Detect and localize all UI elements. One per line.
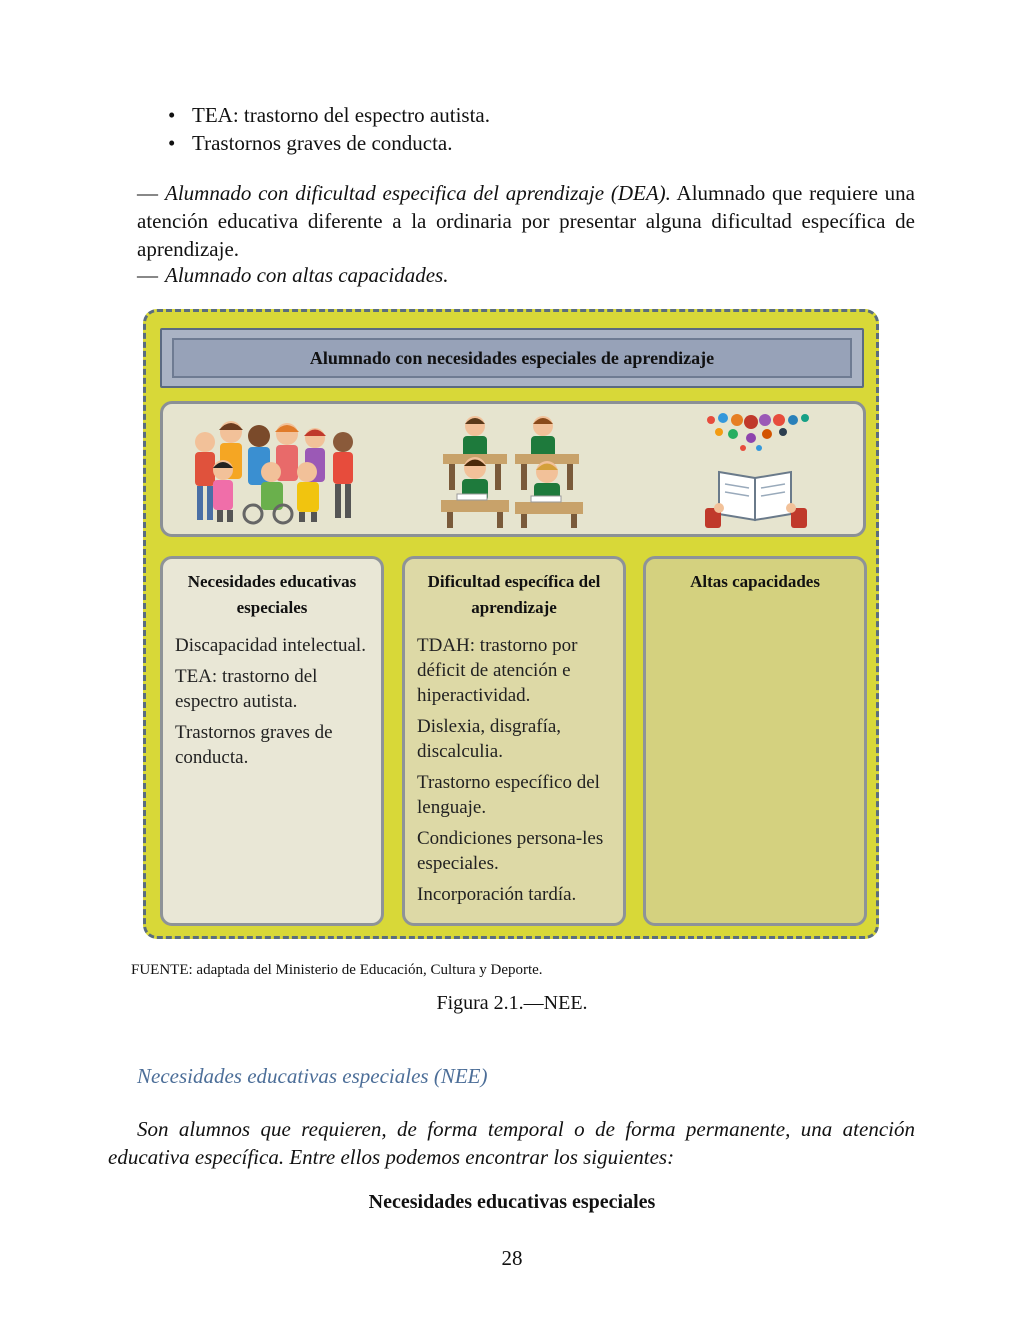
dea-text: Alumnado que requiere una atención educativa diferente a la ordinaria por presentar alguna dificultad específica de aprendizaje. (137, 181, 915, 261)
figure-source: FUENTE: adaptada del Ministerio de Educación, Cultura y Deporte. (131, 962, 543, 978)
column-item: TEA: trastorno del espectro autista. (175, 666, 318, 712)
column-item: Incorporación tardía. (417, 884, 577, 905)
column-items (175, 633, 375, 776)
column-item: Dislexia, disgrafía, discalculia. (417, 716, 562, 762)
bullet-dot: • (168, 103, 176, 127)
book-ideas-illustration (699, 412, 815, 530)
bullet-item (168, 129, 453, 157)
classroom-illustration (435, 412, 595, 530)
bullet-dot: • (168, 131, 176, 155)
altas-item (137, 261, 915, 289)
body-paragraph: Son alumnos que requieren, de forma temporal o de forma permanente, una atención educativa específica. Entre ellos podemos encontrar los siguientes: (108, 1117, 915, 1169)
column-items (417, 633, 617, 913)
figure-caption: Figura 2.1.—NEE. (436, 992, 588, 1014)
bullet-text: Trastornos graves de conducta. (192, 131, 453, 155)
dash-glyph: — (137, 263, 158, 287)
column-item: Condiciones persona-les especiales. (417, 828, 604, 874)
column-item: Trastorno específico del lenguaje. (417, 772, 600, 818)
subheading: Necesidades educativas especiales (368, 1191, 656, 1213)
nee-figure (143, 309, 879, 939)
dea-title: Alumnado con dificultad especifica del aprendizaje (DEA). (165, 181, 671, 205)
column-dea (402, 556, 626, 926)
bullet-text: TEA: trastorno del espectro autista. (192, 103, 490, 127)
dea-item (137, 179, 915, 263)
column-altas (643, 556, 867, 926)
section-heading: Necesidades educativas especiales (NEE) (137, 1064, 488, 1088)
column-heading: Dificultad específica del aprendizaje (427, 572, 601, 617)
figure-illustrations (160, 401, 866, 537)
column-item: TDAH: trastorno por déficit de atención e hiperactividad. (417, 635, 578, 706)
column-nee (160, 556, 384, 926)
column-heading: Necesidades educativas especiales (187, 572, 357, 617)
dash-glyph: — (137, 181, 158, 205)
students-group-illustration (183, 414, 363, 526)
figure-title: Alumnado con necesidades especiales de aprendizaje (172, 338, 852, 378)
page-number: 28 (501, 1246, 523, 1270)
figure-title-frame (160, 328, 864, 388)
altas-title: Alumnado con altas capacidades. (165, 263, 449, 287)
bullet-item (168, 101, 490, 129)
column-heading: Altas capacidades (690, 572, 820, 591)
column-item: Trastornos graves de conducta. (175, 722, 333, 768)
column-item: Discapacidad intelectual. (175, 635, 366, 656)
